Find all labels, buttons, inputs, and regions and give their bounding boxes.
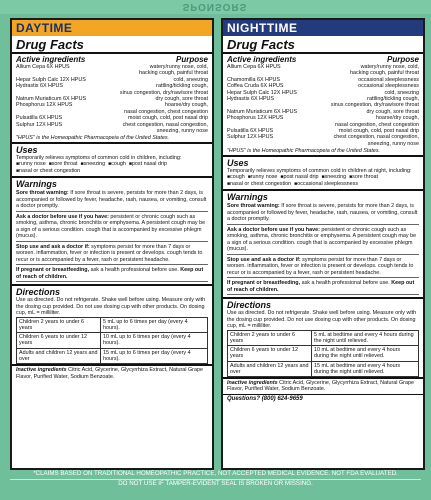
ingredient-row: Phosphorus 12X HPUS hoarse/dry cough,: [227, 115, 419, 122]
daytime-dosing-table: [16, 317, 208, 364]
nighttime-uses: [223, 168, 423, 190]
ingredient-row: nasal congestion, chest congestion: [335, 121, 419, 128]
daytime-uses: [12, 155, 212, 177]
uses-items: [16, 161, 208, 174]
nighttime-warnings-title: Warnings: [223, 189, 423, 202]
ingredient-row: Pulsatilla 6X HPUS moist cough, cold, post nasal drip: [227, 128, 419, 135]
claims-disclaimer: [10, 470, 421, 488]
daytime-directions: [12, 297, 212, 364]
ingredient-row: Phosphorus 12X HPUS hoarse/dry cough,: [16, 102, 208, 109]
daytime-ingredients-list: [12, 64, 212, 142]
uses-item: ■ sore throat: [49, 161, 78, 168]
nighttime-warnings: [223, 203, 423, 295]
nighttime-drug-facts-panel: [221, 18, 425, 470]
ingredient-row: Sulphur 12X HPUS chest congestion, nasal congestion,: [227, 134, 419, 141]
warning-paragraph: Sore throat warning: If sore throat is severe, persists for more than 2 days, is accompanied or followed by fever, headache, rash, nausea, or vomiting, consult a doctor promptly.: [16, 190, 208, 212]
warning-paragraph: Ask a doctor before use if you have: persistent or chronic cough such as smoking, asthma, chronic bronchitis or emphysema. A persistent cough may be a sign of a serious condition. cough that is accompanied by excessive phlegm (mucus).: [227, 227, 419, 255]
warning-paragraph: Stop use and ask a doctor if: symptoms persist for more than 7 days or worsen. inflammation, fever or infection is present or develops. cough tends to recur or is accompanied by a fever, rash or persistent headache.: [16, 244, 208, 266]
uses-item: ■ sneezing: [322, 174, 347, 181]
ingredient-row: Hydrastis 6X HPUS rattling/tickling cough,: [16, 83, 208, 90]
directions-intro: Use as directed. Do not refrigerate. Shake well before using. Measure only with the dosing cup provided. Do not use dosing cup with other products. On dosing cup, mL = milliliter.: [227, 310, 417, 330]
questions-phone: Questions? (800) 624-9659: [223, 394, 423, 403]
claims-line: *CLAIMS BASED ON TRADITIONAL HOMEOPATHIC PRACTICE, NOT ACCEPTED MEDICAL EVIDENCE. NOT FDA EVALUATED.: [33, 470, 398, 477]
hpus-note: "HPUS" is the Homeopathic Pharmacopeia of the United States.: [16, 135, 170, 142]
directions-intro: Use as directed. Do not refrigerate. Shake well before using. Measure only with the dosing cup provided. Do not use dosing cup with other products. On dosing cup, mL = milliliter.: [16, 297, 206, 317]
daytime-label: DAYTIME: [12, 20, 212, 36]
ingredient-row: Hepar Sulph Calc 12X HPUS cold, sneezing: [227, 89, 419, 96]
uses-item: ■ runny nose: [248, 174, 278, 181]
ingredient-row: Pulsatilla 6X HPUS moist cough, cold, post nasal drip: [16, 115, 208, 122]
nighttime-directions: [223, 310, 423, 377]
ingredient-row: sneezing, runny nose: [367, 140, 419, 147]
table-row: Children 2 years to under 6 years 5 mL at bedtime and every 4 hours during the night until relieved.: [228, 330, 419, 345]
uses-intro: Temporarily relieves symptoms of common cold in children at night, including:: [227, 167, 412, 174]
daytime-drug-facts-panel: [10, 18, 214, 470]
uses-items: [227, 174, 419, 187]
table-row: Children 2 years to under 6 years 5 mL up to 6 times per day (every 4 hours).: [17, 317, 208, 332]
ingredient-row: Sulphur 12X HPUS chest congestion, nasal congestion,: [16, 121, 208, 128]
nighttime-dosing-table: [227, 330, 419, 377]
ingredient-row: hacking cough, painful throat: [350, 70, 419, 77]
ingredient-row: nasal congestion, chest congestion: [124, 108, 208, 115]
purpose-label: Purpose: [386, 55, 419, 64]
ingredient-row: Natrum Muriaticum 6X HPUS dry cough, sore throat: [16, 96, 208, 103]
purpose-label: Purpose: [175, 55, 208, 64]
ingredient-row: sneezing, runny nose: [156, 128, 208, 135]
uses-item: ■ sneezing: [81, 161, 106, 168]
table-row: Children 6 years to under 12 years 10 mL at bedtime and every 4 hours during the night until relieved.: [228, 346, 419, 361]
ingredient-row: Coffea Cruda 6X HPUS occasional sleeplessness: [227, 83, 419, 90]
warning-paragraph: Ask a doctor before use if you have: persistent or chronic cough such as smoking, asthma, chronic bronchitis or emphysema. A persistent cough may be a sign of a serious condition. cough that is accompanied by excessive phlegm (mucus).: [16, 214, 208, 242]
daytime-active-header: [12, 54, 212, 64]
ingredient-row: Allium Cepa 6X HPUS watery/runny nose, cold,: [16, 64, 208, 70]
uses-item: ■ nasal or chest congestion: [16, 168, 80, 175]
nighttime-inactive-ingredients: Inactive ingredients Citric Acid, Glycerine, Glycyrrhiza Extract, Natural Grape Flavor, Purified Water, Sodium Benzoate.: [223, 377, 423, 394]
nighttime-directions-title: Directions: [223, 297, 423, 310]
ingredient-row: Hydrastis 6X HPUS rattling/tickling cough,: [227, 96, 419, 103]
ingredient-row: sinus congestion, dry/raw/sore throat: [119, 89, 208, 96]
nighttime-active-header: [223, 54, 423, 64]
table-row: Adults and children 12 years and over 15 mL at bedtime and every 4 hours during the night until relieved.: [228, 361, 419, 376]
ingredient-row: hacking cough, painful throat: [139, 70, 208, 77]
ingredient-row: Allium Cepa 6X HPUS watery/runny nose, cold,: [227, 64, 419, 70]
uses-item: ■ nasal or chest congestion: [227, 181, 291, 188]
daytime-uses-title: Uses: [12, 142, 212, 155]
uses-item: ■ occasional sleeplessness: [294, 181, 358, 188]
warning-paragraph: If pregnant or breastfeeding, ask a health professional before use. Keep out of reach of children.: [16, 267, 208, 282]
daytime-directions-title: Directions: [12, 284, 212, 297]
warning-paragraph: Sore throat warning: If sore throat is severe, persists for more than 2 days, is accompanied or followed by fever, headache, rash, nausea, or vomiting, consult a doctor promptly.: [227, 203, 419, 225]
hpus-note: "HPUS" is the Homeopathic Pharmacopeia of the United States.: [227, 148, 381, 155]
active-ingredients-label: Active ingredients: [227, 55, 297, 64]
daytime-inactive-ingredients: Inactive ingredients Citric Acid, Glycerine, Glycyrrhiza Extract, Natural Grape Flavor, Purified Water, Sodium Benzoate.: [12, 364, 212, 381]
top-flap-text: SPONSORS: [182, 1, 248, 12]
daytime-warnings: [12, 190, 212, 282]
uses-item: ■ cough: [108, 161, 126, 168]
seal-warning-line: DO NOT USE IF TAMPER-EVIDENT SEAL IS BROKEN OR MISSING.: [118, 480, 313, 487]
ingredient-row: Chamomilla 6X HPUS occasional sleeplessness: [227, 76, 419, 83]
carton-top-flap: [0, 0, 431, 14]
daytime-drug-facts-title: Drug Facts: [12, 36, 212, 54]
ingredient-row: Natrum Muriaticum 6X HPUS dry cough, sore throat: [227, 108, 419, 115]
nighttime-drug-facts-title: Drug Facts: [223, 36, 423, 54]
uses-item: ■ cough: [227, 174, 245, 181]
table-row: Children 6 years to under 12 years 10 mL up to 6 times per day (every 4 hours).: [17, 333, 208, 348]
uses-item: ■ sore throat: [349, 174, 378, 181]
uses-item: ■ post nasal drip: [129, 161, 167, 168]
uses-item: ■ runny nose: [16, 161, 46, 168]
table-row: Adults and children 12 years and over 15 mL up to 6 times per day (every 4 hours).: [17, 348, 208, 363]
warning-paragraph: Stop use and ask a doctor if: symptoms persist for more than 7 days or worsen. inflammation, fever or infection is present or develops. cough tends to recur or is accompanied by a fever, rash or persistent headache.: [227, 257, 419, 279]
ingredient-row: sinus congestion, dry/raw/sore throat: [330, 102, 419, 109]
daytime-warnings-title: Warnings: [12, 176, 212, 189]
nighttime-label: NIGHTTIME: [223, 20, 423, 36]
nighttime-ingredients-list: [223, 64, 423, 155]
uses-intro: Temporarily relieves symptoms of common cold in children, including:: [16, 154, 182, 161]
active-ingredients-label: Active ingredients: [16, 55, 86, 64]
ingredient-row: Hepar Sulph Calc 12X HPUS cold, sneezing: [16, 76, 208, 83]
nighttime-uses-title: Uses: [223, 155, 423, 168]
uses-item: ■ post nasal drip: [280, 174, 318, 181]
warning-paragraph: If pregnant or breastfeeding, ask a health professional before use. Keep out of reach of children.: [227, 280, 419, 295]
